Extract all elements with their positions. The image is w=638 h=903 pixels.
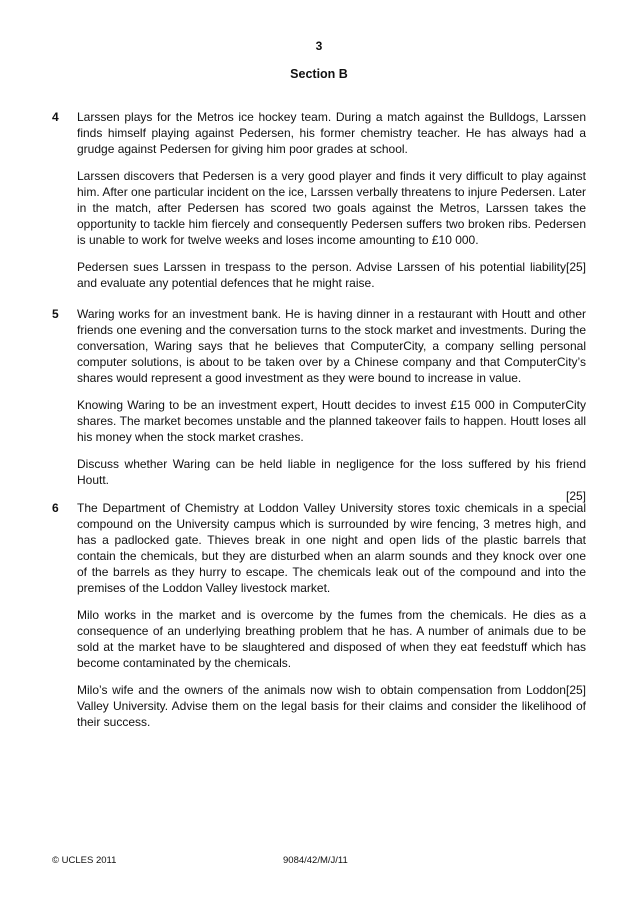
- question-body: [77, 109, 586, 291]
- question-number: 6: [52, 501, 59, 515]
- question-body: [77, 306, 586, 504]
- question-paragraph: Milo works in the market and is overcome by the fumes from the chemicals. He dies as a consequence of an underlying breathing problem that he has. A number of animals due to be sold at the market have to be slaughtered and disposed of when they eat feedstuff which has become contaminated by the chemicals.: [77, 608, 586, 670]
- page-number: 3: [315, 39, 323, 53]
- question-4: [52, 109, 586, 302]
- question-paragraph-with-marks: [77, 682, 586, 730]
- question-paragraph-with-marks: [77, 259, 586, 291]
- question-paragraph: Discuss whether Waring can be held liable in negligence for the loss suffered by his friend Houtt.: [77, 457, 586, 487]
- question-number: 5: [52, 307, 59, 321]
- question-paragraph: Larssen discovers that Pedersen is a very good player and finds it very difficult to play against him. After one particular incident on the ice, Larssen verbally threatens to injure Pedersen. Later in the match, after Pedersen has scored two goals against the Metros, Larssen takes the opportunity to tackle him fiercely and consequently Pedersen suffers two broken ribs. Pedersen is unable to work for twelve weeks and loses income amounting to £10 000.: [77, 169, 586, 247]
- footer-copyright: © UCLES 2011: [52, 855, 117, 866]
- question-paragraph: Knowing Waring to be an investment expert, Houtt decides to invest £15 000 in ComputerCity shares. The market becomes unstable and the planned takeover fails to happen. Houtt loses all his money when the stock market crashes.: [77, 398, 586, 444]
- footer-paper-code: 9084/42/M/J/11: [283, 855, 348, 866]
- question-5: [52, 306, 586, 504]
- question-paragraph: The Department of Chemistry at Loddon Valley University stores toxic chemicals in a special compound on the University campus which is surrounded by wire fencing, 3 metres high, and has a padlocked gate. Thieves break in one night and open lids of the plastic barrels that contain the chemicals, but they are disturbed when an alarm sounds and they knock over one of the barrels as they hurry to escape. The chemicals leak out of the compound and into the premises of the Loddon Valley livestock market.: [77, 501, 586, 595]
- marks-allocation: [25]: [565, 489, 586, 503]
- question-paragraph: Larssen plays for the Metros ice hockey team. During a match against the Bulldogs, Larssen finds himself playing against Pedersen, his former chemistry teacher. He has always had a grudge against Pedersen for giving him poor grades at school.: [77, 110, 586, 156]
- question-paragraph-text: Milo’s wife and the owners of the animals now wish to obtain compensation from Loddon Valley University. Advise them on the legal basis for their claims and consider the likelihood of their success.: [77, 683, 586, 729]
- question-number: 4: [52, 110, 59, 124]
- question-body: [77, 500, 586, 730]
- question-paragraph: Waring works for an investment bank. He is having dinner in a restaurant with Houtt and other friends one evening and the conversation turns to the stock market and investments. During the conversation, Waring says that he believes that ComputerCity, a company selling personal computer solutions, is about to be taken over by a Chinese company and that ComputerCity’s shares would represent a good investment as they were bound to increase in value.: [77, 307, 586, 385]
- marks-allocation: [25]: [565, 260, 586, 274]
- marks-allocation: [25]: [565, 683, 586, 697]
- section-title: Section B: [290, 67, 348, 81]
- question-paragraph-text: Pedersen sues Larssen in trespass to the person. Advise Larssen of his potential liability and evaluate any potential defences that he might raise.: [77, 260, 566, 290]
- question-6: [52, 500, 586, 741]
